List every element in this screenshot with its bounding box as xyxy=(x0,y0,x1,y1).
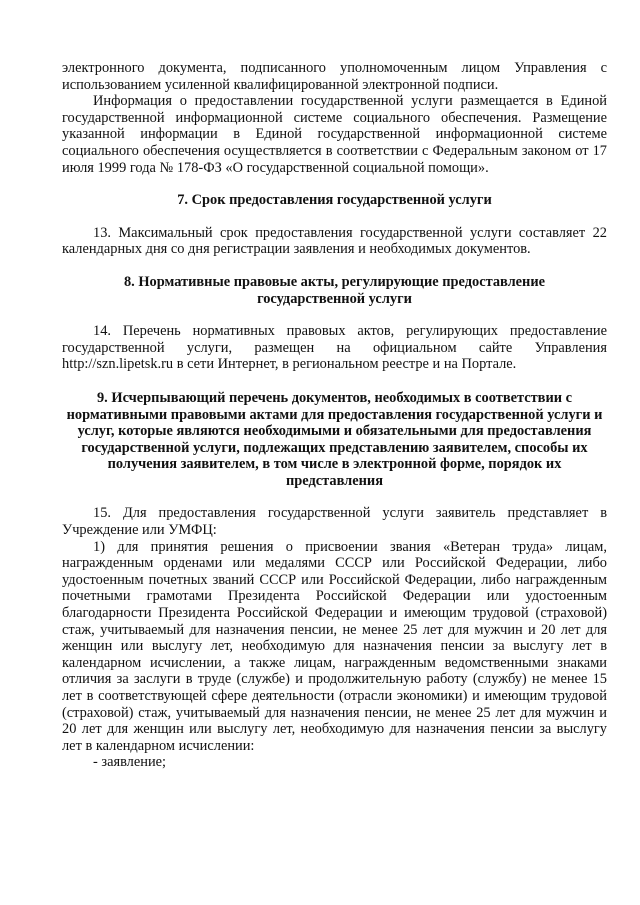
info-paragraph: Информация о предоставлении государственной услуги размещается в Единой государственной информационной системе социального обеспечения. Размещение указанной информации в Единой государственной информационной системе социального обеспечения осуществляется в соответствии с Федеральным законом от 17 июля 1999 года № 178-ФЗ «О государственной социальной помощи». xyxy=(62,93,607,176)
spacer xyxy=(62,489,607,505)
section-9-list-item: - заявление; xyxy=(93,754,167,771)
spacer xyxy=(62,307,607,323)
section-7-heading: 7. Срок предоставления государственной услуги xyxy=(177,192,492,209)
spacer xyxy=(62,209,607,225)
section-8-heading: 8. Нормативные правовые акты, регулирующие предоставление государственной услуги xyxy=(123,273,546,307)
section-9-paragraph-15: 15. Для предоставления государственной услуги заявитель представляет в Учреждение или УМФЦ: xyxy=(62,505,607,539)
document-body xyxy=(62,60,607,771)
spacer xyxy=(62,373,607,390)
section-9-item-1: 1) для принятия решения о присвоении звания «Ветеран труда» лицам, награжденным орденами или медалями СССР или Российской Федерации, либо удостоенным почетных званий СССР или Российской Федерации, либо награжденным почетными грамотами Президента Российской Федерации или удостоенным благодарности Президента Российской Федерации и имеющим трудовой (страховой) стаж, учитываемый для назначения пенсии, не менее 25 лет для мужчин и 20 лет для женщин или выслугу лет, необходимую для назначения пенсии за выслугу лет в календарном исчислении, а также лицам, награжденным ведомственными знаками отличия за заслуги в труде (службе) и продолжительную работу (службу) не менее 15 лет в соответствующей сфере деятельности (отрасли экономики) и имеющим трудовой (страховой) стаж, учитываемый для назначения пенсии, не менее 25 лет для мужчин и 20 лет для женщин или выслугу лет, необходимую для назначения пенсии за выслугу лет в календарном исчислении: xyxy=(62,538,607,754)
section-9-heading: 9. Исчерпывающий перечень документов, необходимых в соответствии с нормативными правовыми актами для предоставления государственной услуги и услуг, которые являются необходимыми и обязательными для предоставления государственной услуги, подлежащих представлению заявителем, способы их получения заявителем, в том числе в электронной форме, порядок их представления xyxy=(66,389,603,489)
section-8-paragraph: 14. Перечень нормативных правовых актов, регулирующих предоставление государственной услуги, размещен на официальном сайте Управления http://szn.lipetsk.ru в сети Интернет, в региональном реестре и на Портале. xyxy=(62,323,607,373)
spacer xyxy=(62,176,607,192)
intro-continuation: электронного документа, подписанного уполномоченным лицом Управления с использованием усиленной квалифицированной электронной подписи. xyxy=(62,60,607,93)
section-7-paragraph: 13. Максимальный срок предоставления государственной услуги составляет 22 календарных дня со дня регистрации заявления и необходимых документов. xyxy=(62,224,607,258)
spacer xyxy=(62,258,607,274)
